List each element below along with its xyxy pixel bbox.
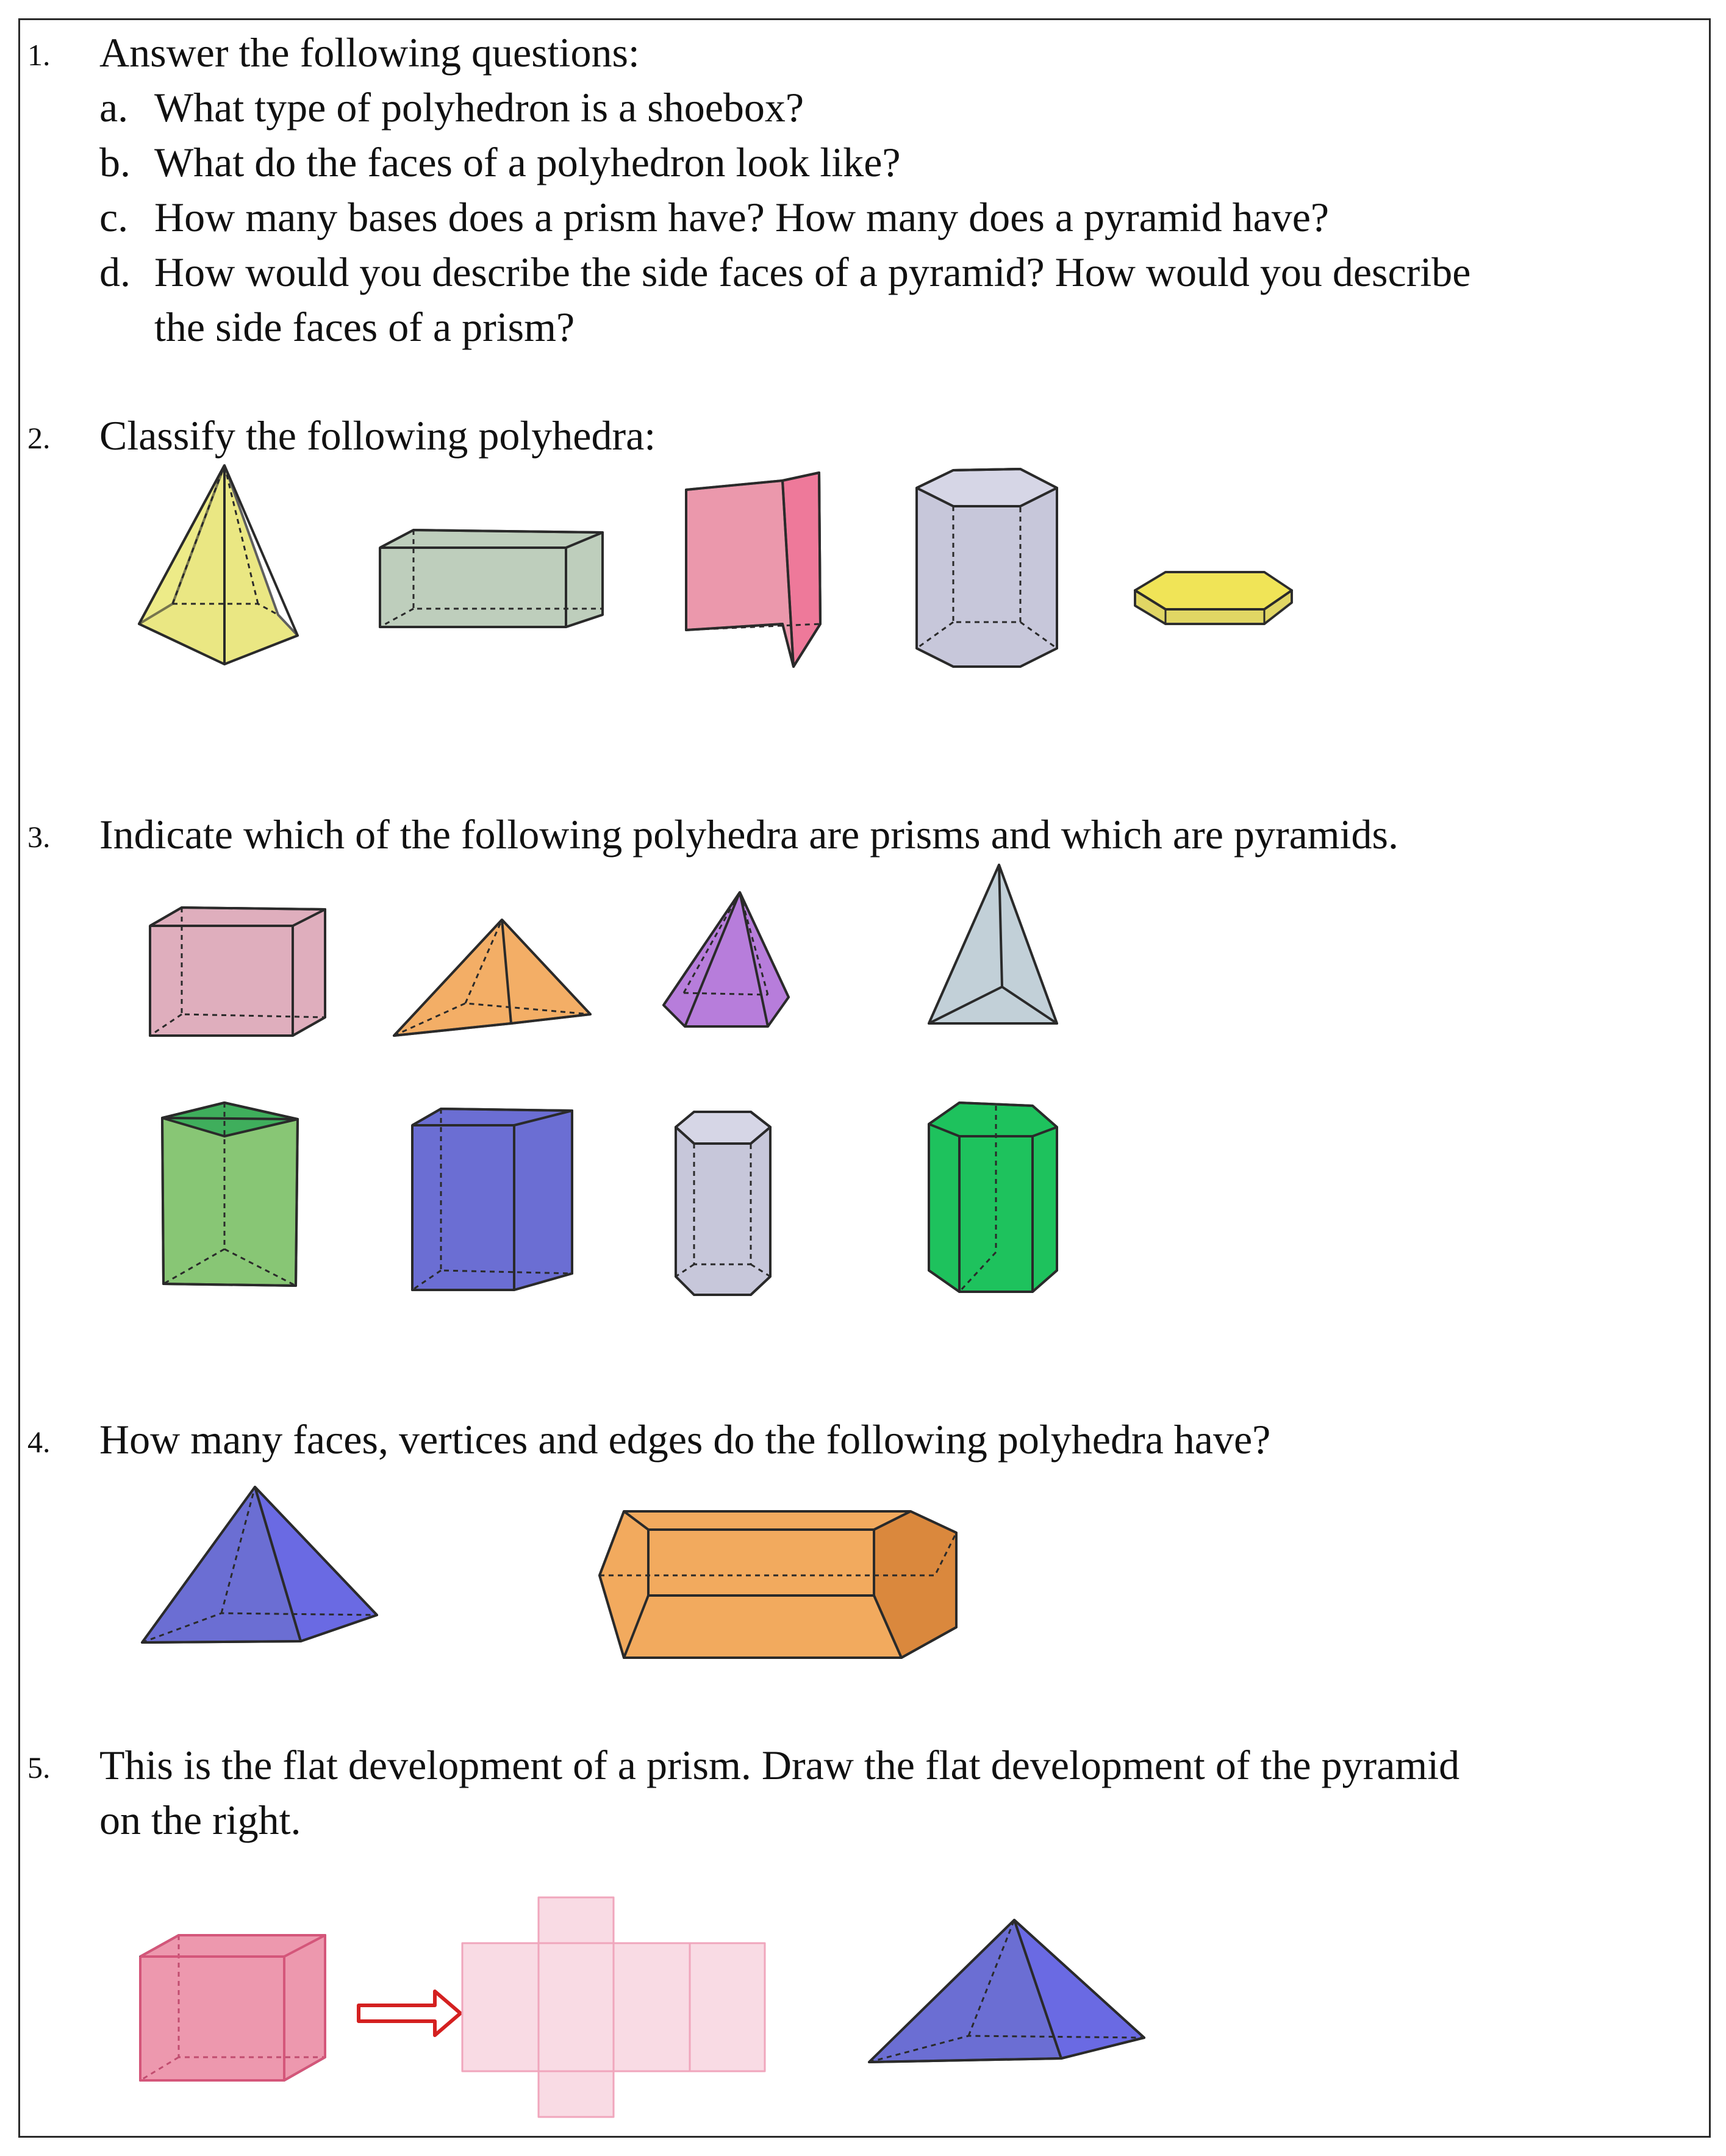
q5-square-pyramid (869, 1920, 1144, 2062)
q5-cube-net (462, 1897, 765, 2117)
question-4-number: 4. (27, 1425, 51, 1459)
q2-rectangular-prism (380, 530, 603, 627)
q3-square-pyramid (394, 920, 590, 1036)
figures-canvas (20, 20, 1713, 2140)
question-1d-letter: d. (99, 249, 131, 295)
question-3-text: Indicate which of the following polyhedra are prisms and which are pyramids. (99, 811, 1399, 858)
question-5-text: This is the flat development of a prism. Draw the flat development of the pyramid (99, 1742, 1460, 1788)
q3-triangular-pyramid (929, 865, 1057, 1023)
q2-pentagonal-pyramid (139, 465, 298, 664)
q3-hexagonal-prism (676, 1112, 770, 1295)
q5-arrow-icon (359, 1991, 460, 2035)
q3-rectangular-prism (412, 1109, 572, 1290)
question-1d-text: How would you describe the side faces of a pyramid? How would you describe (154, 249, 1471, 295)
q2-hexagonal-prism-flat (1135, 572, 1292, 624)
q4-square-pyramid (142, 1487, 377, 1642)
question-1c-text: How many bases does a prism have? How many does a pyramid have? (154, 194, 1330, 240)
q3-cube (150, 908, 325, 1036)
question-1d-text-cont: the side faces of a prism? (154, 304, 575, 350)
question-3-number: 3. (27, 820, 51, 854)
question-4-text: How many faces, vertices and edges do the following polyhedra have? (99, 1416, 1271, 1463)
question-1c-letter: c. (99, 194, 129, 240)
question-5-text-cont: on the right. (99, 1797, 301, 1843)
question-1a-text: What type of polyhedron is a shoebox? (154, 84, 804, 131)
question-5-number: 5. (27, 1750, 51, 1785)
q3-pentagonal-pyramid (664, 892, 789, 1026)
question-2-number: 2. (27, 421, 51, 455)
question-1a-letter: a. (99, 84, 129, 131)
q5-cube (140, 1935, 325, 2080)
question-1b-letter: b. (99, 139, 131, 185)
q3-triangular-prism (162, 1103, 298, 1286)
question-1-text: Answer the following questions: (99, 29, 640, 76)
question-1b-text: What do the faces of a polyhedron look like? (154, 139, 901, 185)
q4-hexagonal-prism (600, 1511, 956, 1658)
question-1-number: 1. (27, 38, 51, 72)
q3-pentagonal-prism (929, 1103, 1057, 1292)
question-2-text: Classify the following polyhedra: (99, 412, 656, 459)
worksheet (18, 18, 1711, 2138)
q2-triangular-prism (686, 473, 820, 667)
q2-hexagonal-prism (917, 469, 1057, 667)
